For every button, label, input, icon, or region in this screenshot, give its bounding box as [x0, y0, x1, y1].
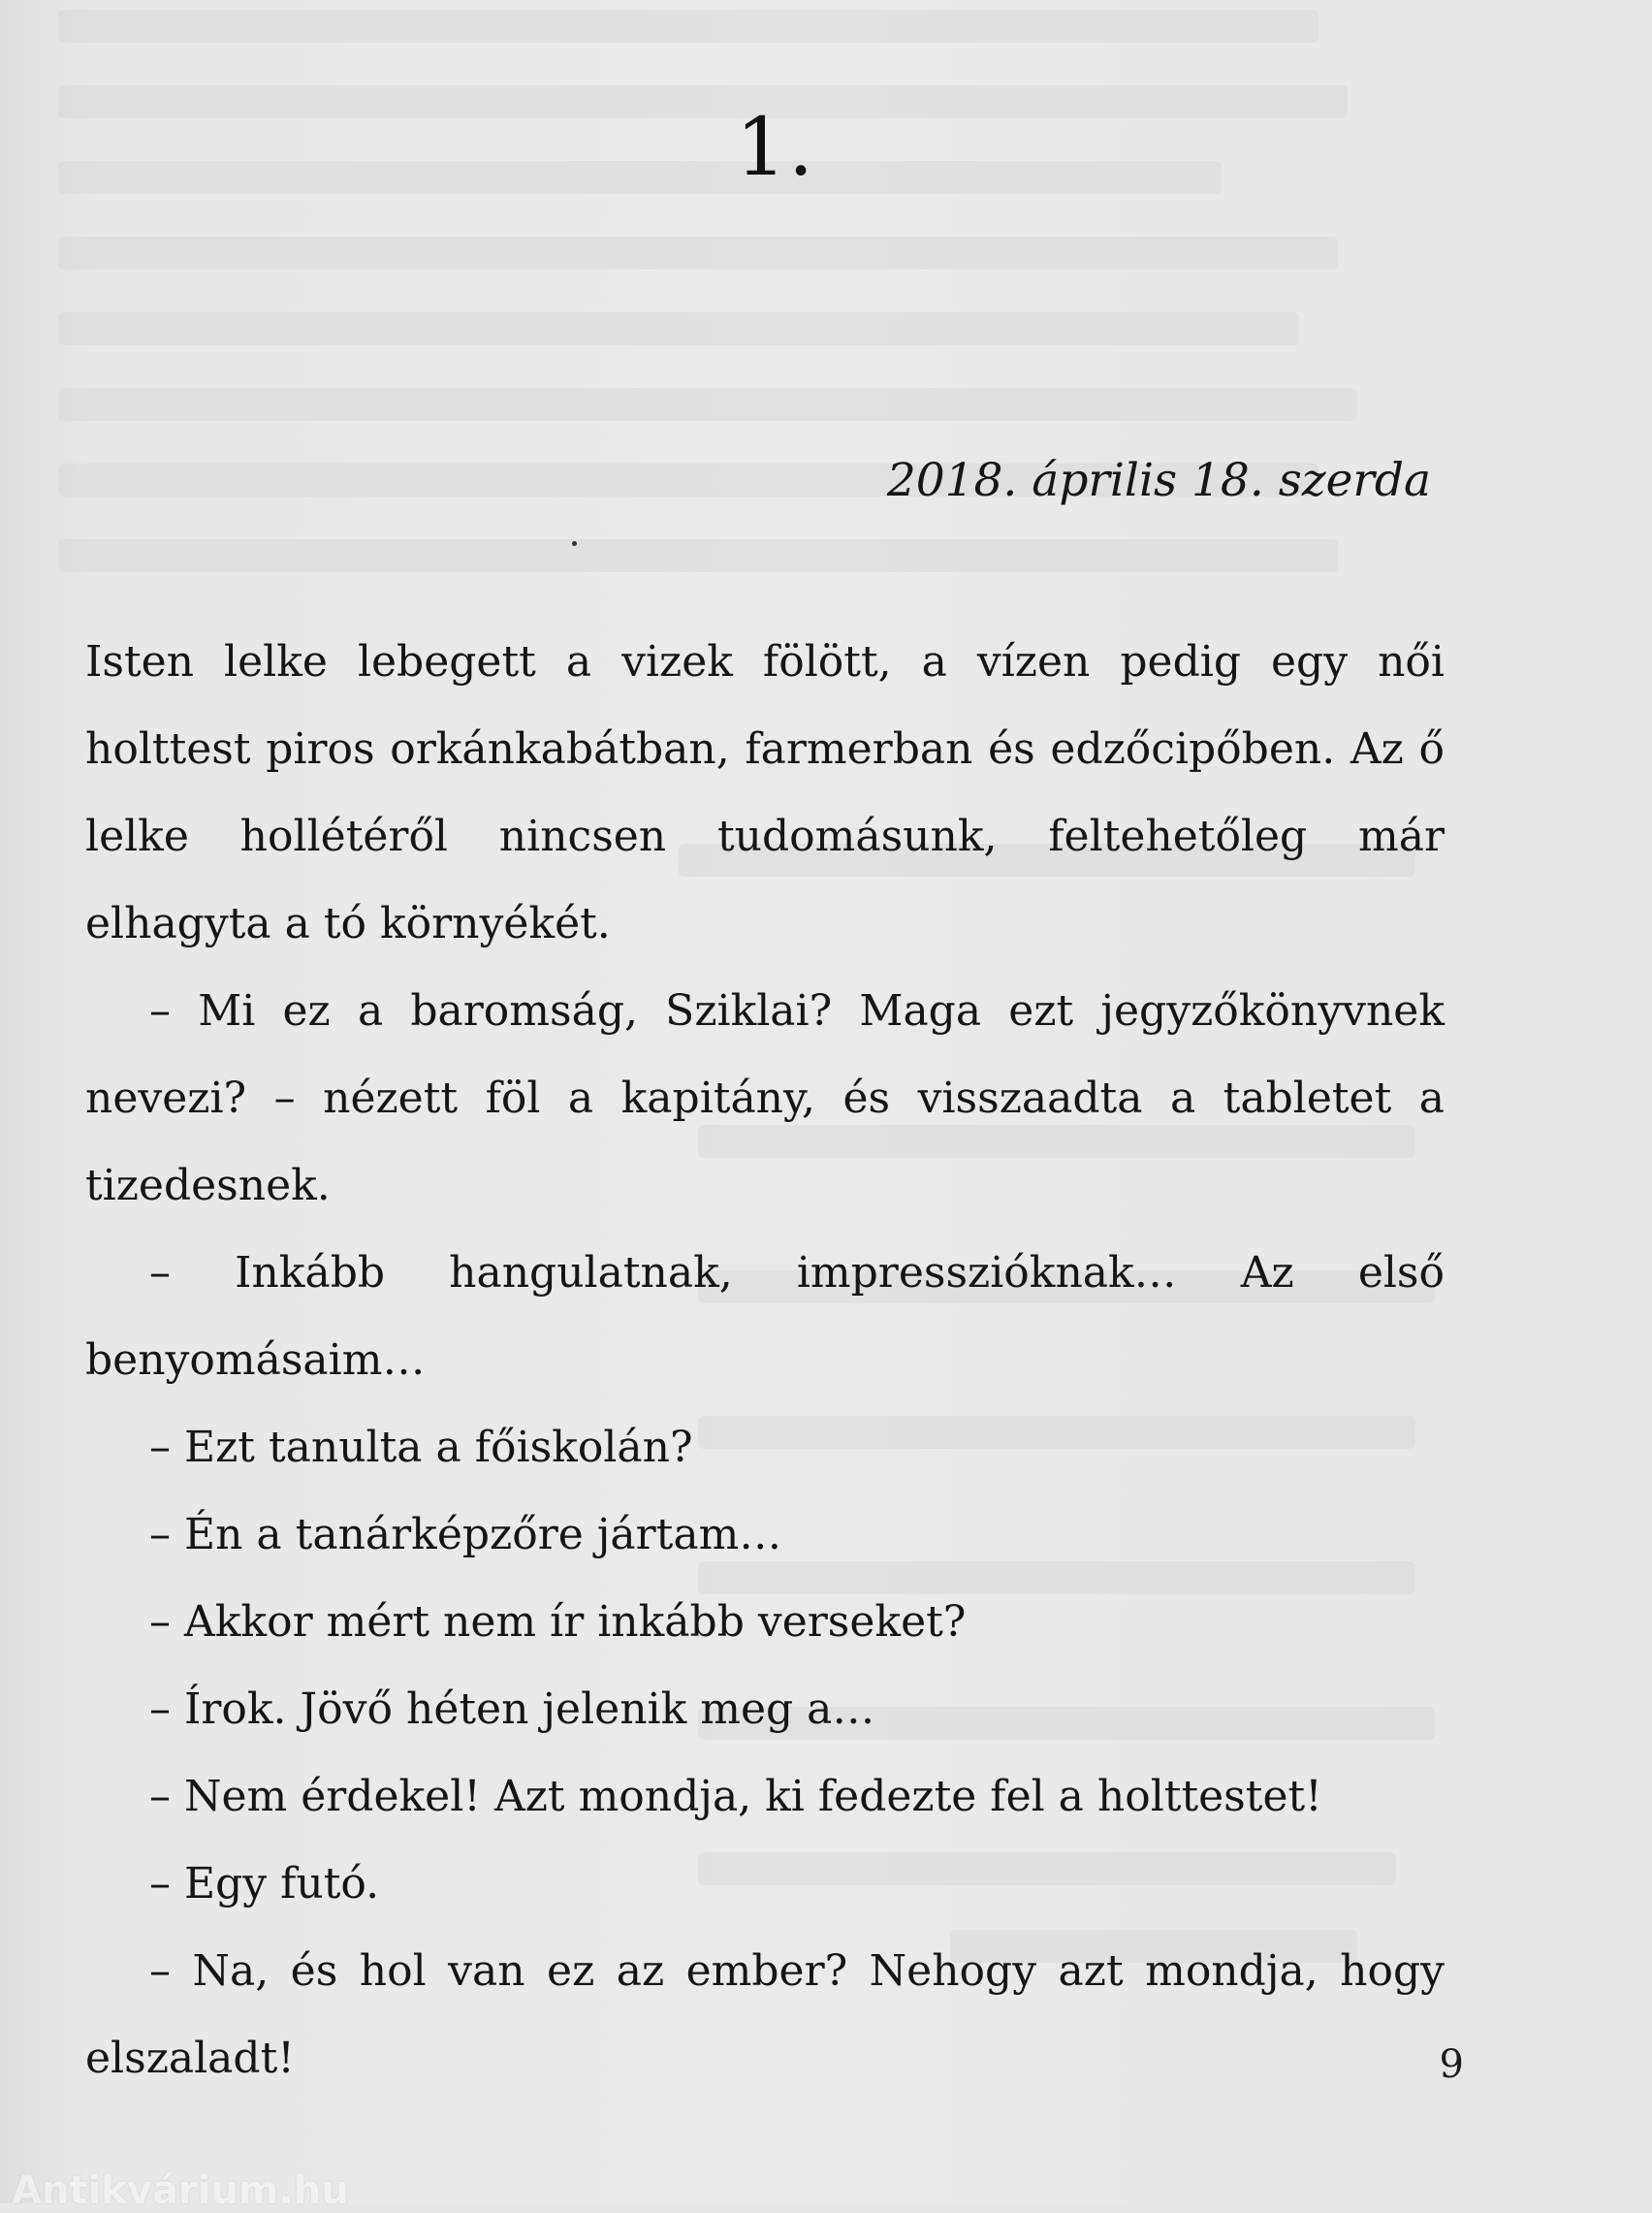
dialogue-line: – Nem érdekel! Azt mondja, ki fedezte fel a holttestet! — [149, 1772, 1322, 1821]
paragraph: Isten lelke lebegett a vizek fölött, a vízen pedig egy női holttest piros orkánkabátban, farmerban és edzőcipőben. Az ő lelke hollétéről nincsen tudomásunk, feltehetőleg már elhagyta a tó környékét. — [85, 637, 1445, 948]
watermark: Antikvárium.hu — [12, 2168, 349, 2213]
dialogue-line: – Na, és hol van ez az ember? Nehogy azt mondja, hogy elszaladt! — [85, 1946, 1445, 2083]
chapter-date: 2018. április 18. szerda — [886, 454, 1431, 507]
chapter-number: 1. — [735, 102, 816, 194]
dialogue-line: – Én a tanárképzőre jártam… — [149, 1510, 782, 1559]
dialogue-line: – Akkor mért nem ír inkább verseket? — [149, 1597, 967, 1647]
dialogue-line: – Mi ez a baromság, Sziklai? Maga ezt jegyzőkönyvnek nevezi? – nézett föl a kapitány, és visszaadta a tabletet a tizedesnek. — [85, 986, 1445, 1210]
page-number: 9 — [1439, 2042, 1464, 2087]
dialogue-line: – Írok. Jövő héten jelenik meg a… — [149, 1684, 875, 1734]
chapter-body — [85, 619, 1445, 2102]
dialogue-line: – Inkább hangulatnak, impresszióknak… Az első benyomásaim… — [85, 1248, 1445, 1385]
dialogue-line: – Ezt tanulta a főiskolán? — [149, 1423, 693, 1472]
dialogue-line: – Egy futó. — [149, 1859, 380, 1908]
print-speck — [572, 541, 577, 546]
